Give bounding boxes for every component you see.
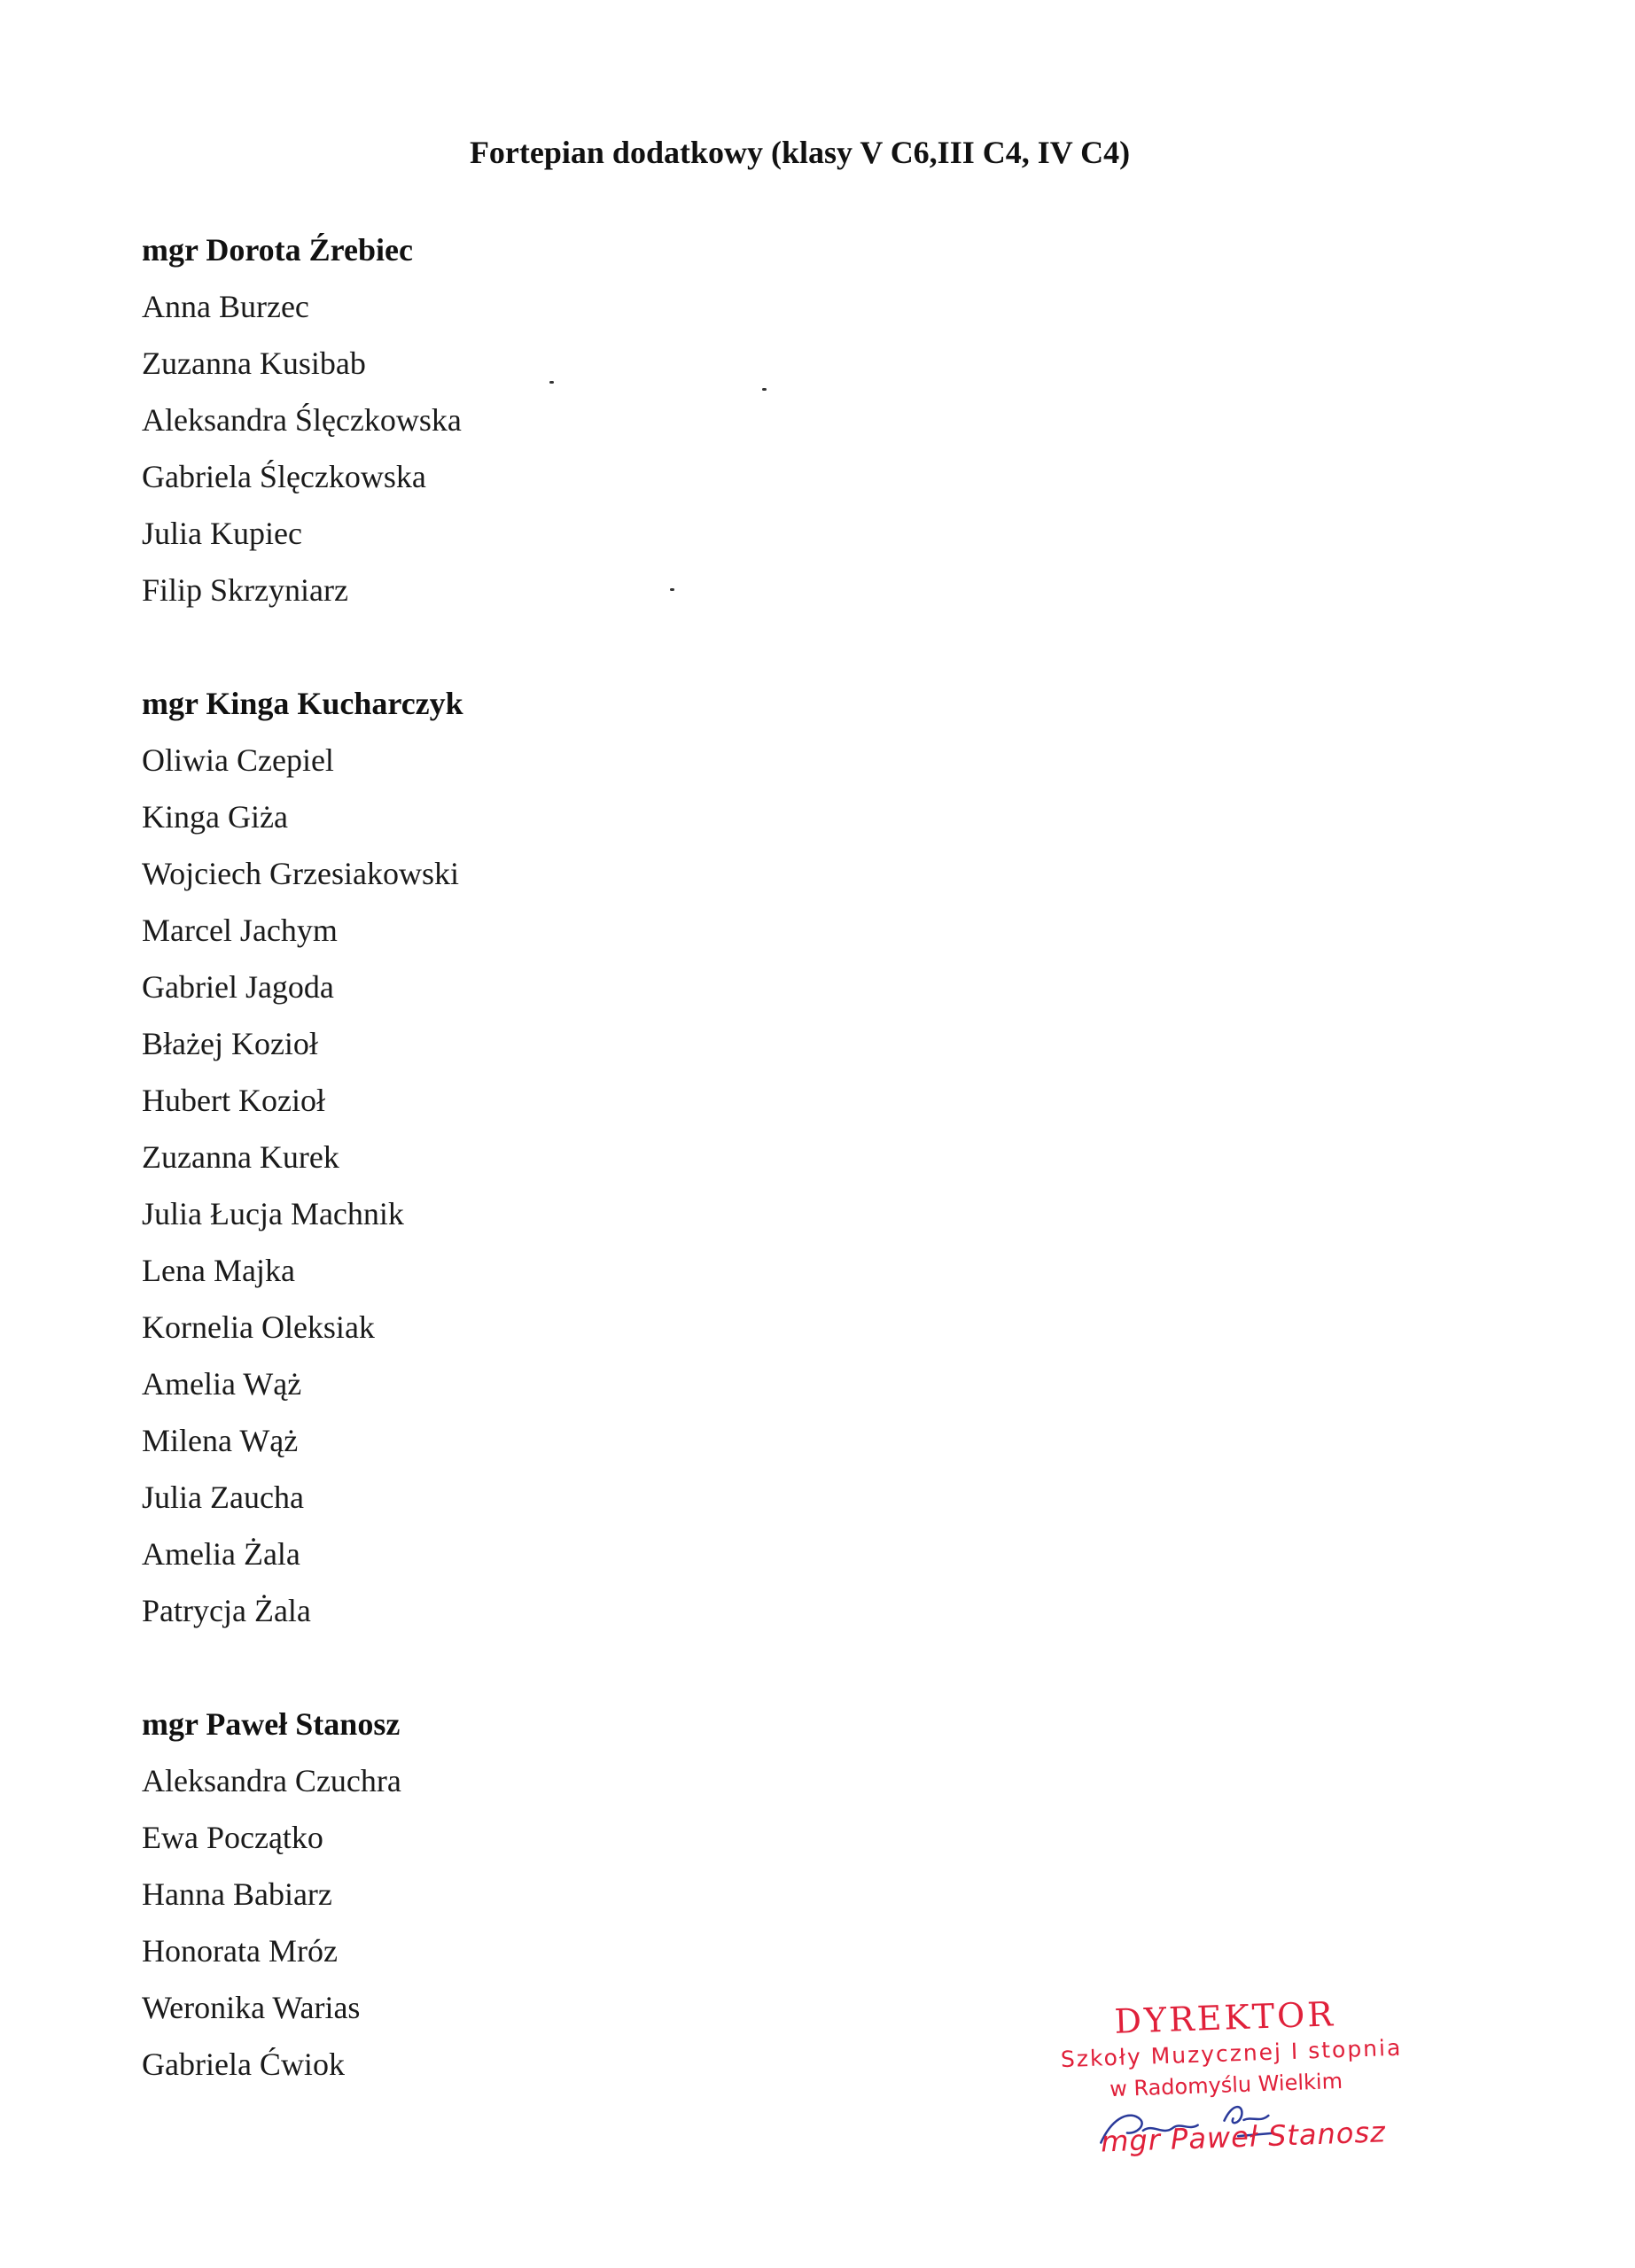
- student-name: Anna Burzec: [142, 289, 309, 324]
- teacher-list: [142, 221, 939, 2149]
- stamp-title: DYREKTOR: [1113, 1994, 1336, 2041]
- student-name: Aleksandra Ślęczkowska: [142, 402, 462, 438]
- student-name: Lena Majka: [142, 1253, 295, 1288]
- scan-speck: [762, 388, 767, 391]
- student-name: Wojciech Grzesiakowski: [142, 856, 459, 891]
- student-name: Gabriela Ślęczkowska: [142, 459, 426, 494]
- student-name: Aleksandra Czuchra: [142, 1763, 401, 1798]
- student-name: Honorata Mróz: [142, 1933, 338, 1969]
- student-name: Julia Łucja Machnik: [142, 1196, 404, 1231]
- teacher-group-3: [142, 1696, 939, 2093]
- stamp-signatory: mgr Paweł Stanosz: [1100, 2115, 1387, 2159]
- student-name: Gabriela Ćwiok: [142, 2047, 345, 2082]
- teacher-name: mgr Paweł Stanosz: [142, 1706, 401, 1742]
- student-name: Kinga Giża: [142, 799, 288, 835]
- student-list: [142, 1752, 939, 2093]
- student-list: [142, 278, 939, 618]
- student-name: Kornelia Oleksiak: [142, 1309, 375, 1345]
- student-name: Gabriel Jagoda: [142, 969, 334, 1005]
- student-name: Oliwia Czepiel: [142, 742, 334, 778]
- student-name: Filip Skrzyniarz: [142, 572, 348, 608]
- stamp-location: w Radomyślu Wielkim: [1109, 2068, 1343, 2102]
- student-name: Weronika Warias: [142, 1990, 361, 2025]
- teacher-name: mgr Kinga Kucharczyk: [142, 686, 463, 721]
- student-name: Milena Wąż: [142, 1423, 299, 1458]
- student-name: Julia Kupiec: [142, 516, 302, 551]
- student-name: Patrycja Żala: [142, 1593, 311, 1628]
- scan-speck: [549, 381, 554, 384]
- director-stamp: [1052, 1992, 1429, 2173]
- student-name: Amelia Wąż: [142, 1366, 302, 1402]
- student-name: Zuzanna Kusibab: [142, 346, 366, 381]
- student-name: Błażej Kozioł: [142, 1026, 318, 1061]
- stamp-school-name: Szkoły Muzycznej I stopnia: [1060, 2034, 1403, 2073]
- teacher-group-1: [142, 221, 939, 618]
- student-name: Hanna Babiarz: [142, 1876, 332, 1912]
- teacher-group-2: [142, 675, 939, 1639]
- document-title: Fortepian dodatkowy (klasy V C6,III C4, IV C4): [469, 135, 1131, 170]
- student-list: [142, 732, 939, 1639]
- teacher-name: mgr Dorota Źrebiec: [142, 232, 413, 268]
- student-name: Hubert Kozioł: [142, 1083, 325, 1118]
- student-name: Amelia Żala: [142, 1536, 300, 1572]
- scan-speck: [670, 588, 674, 591]
- student-name: Zuzanna Kurek: [142, 1139, 339, 1175]
- student-name: Marcel Jachym: [142, 913, 338, 948]
- student-name: Julia Zaucha: [142, 1480, 304, 1515]
- student-name: Ewa Początko: [142, 1820, 323, 1855]
